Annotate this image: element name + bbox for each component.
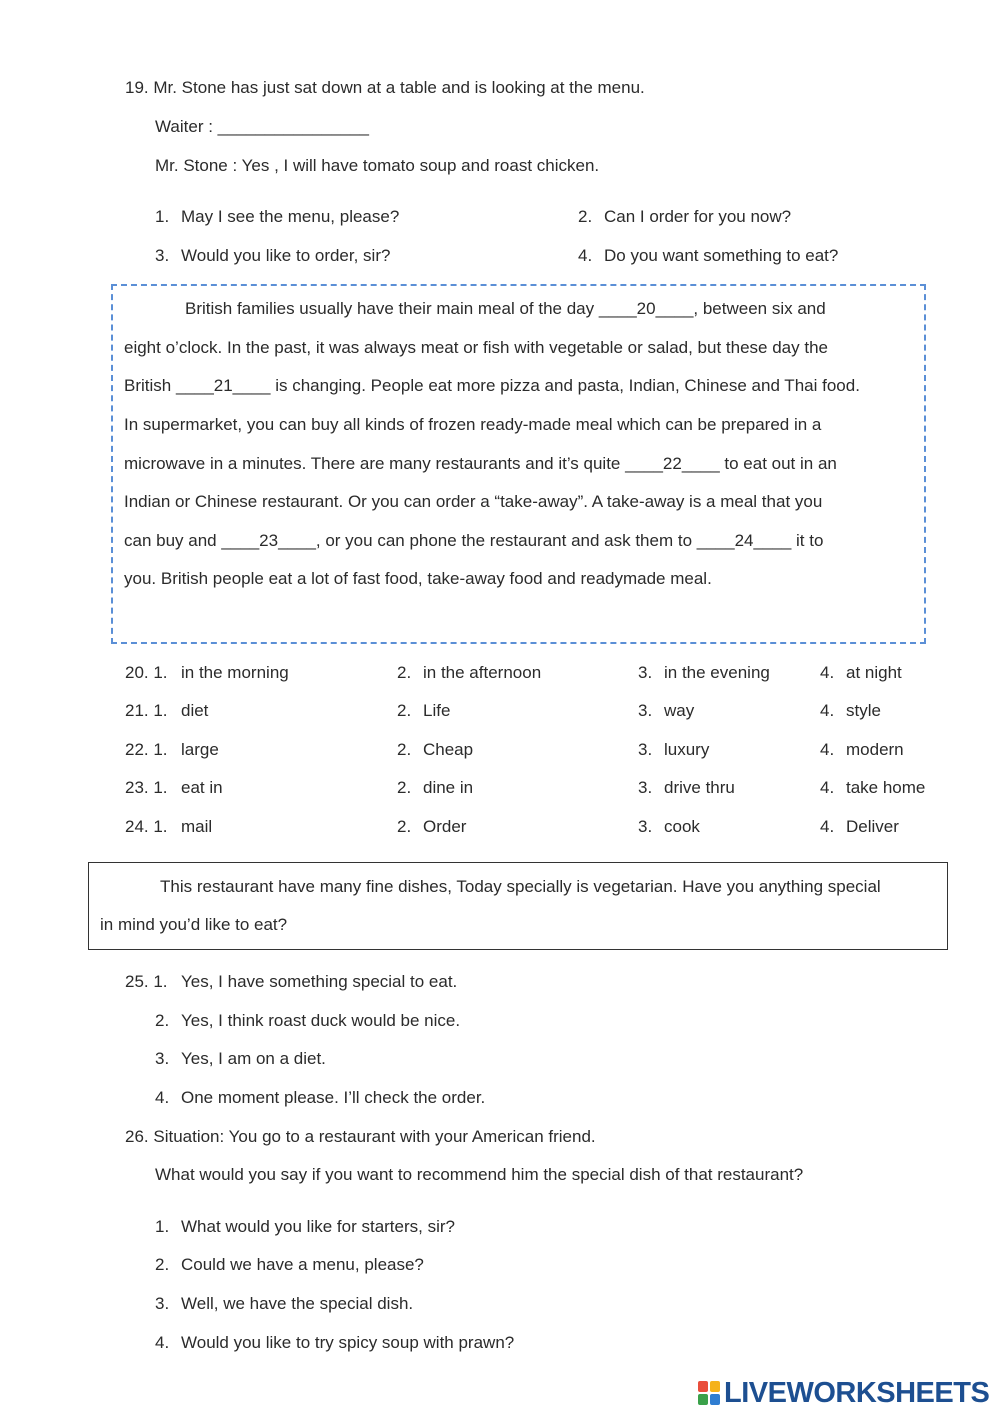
q19-option-1[interactable] (155, 206, 399, 228)
q26-question: What would you say if you want to recommend him the special dish of that restaurant? (155, 1165, 804, 1184)
option-number: 3. (638, 740, 653, 759)
dialogue-line-2: in mind you’d like to eat? (100, 915, 288, 934)
q25-option-2[interactable] (155, 1010, 460, 1032)
option-text: Yes, I think roast duck would be nice. (181, 1011, 461, 1030)
option-label: 23. 1. (125, 778, 168, 797)
option-number: 2. (397, 663, 412, 682)
option-number: 3. (638, 663, 653, 682)
passage-line-8: you. British people eat a lot of fast food, take-away food and readymade meal. (124, 569, 712, 588)
option-text: Would you like to order, sir? (181, 246, 391, 265)
option-text: luxury (664, 740, 710, 759)
option-text: way (664, 701, 695, 720)
q26-option-1[interactable] (155, 1216, 455, 1238)
option-number: 3. (155, 1049, 170, 1068)
cloze-24-option-2[interactable] (397, 816, 466, 838)
option-label: 20. 1. (125, 663, 168, 682)
passage-line-5: microwave in a minutes. There are many restaurants and it’s quite ____22____ to eat out in an (124, 454, 837, 473)
q25-option-1[interactable] (125, 971, 457, 993)
option-label: 25. 1. (125, 972, 168, 991)
option-number: 4. (155, 1333, 170, 1352)
cloze-23-option-4[interactable] (820, 777, 925, 799)
q19-option-3[interactable] (155, 245, 390, 267)
cloze-24-option-3[interactable] (638, 816, 700, 838)
option-number: 1. (155, 207, 170, 226)
option-number: 2. (397, 817, 412, 836)
q19-stem: 19. Mr. Stone has just sat down at a table and is looking at the menu. (125, 78, 645, 97)
option-number: 4. (578, 246, 593, 265)
q26-stem: 26. Situation: You go to a restaurant with your American friend. (125, 1127, 596, 1146)
cloze-20-option-2[interactable] (397, 662, 541, 684)
option-number: 1. (155, 1217, 170, 1236)
q19-option-2[interactable] (578, 206, 791, 228)
q19-waiter-line: Waiter : ________________ (155, 117, 369, 136)
option-number: 3. (638, 701, 653, 720)
option-text: mail (181, 817, 213, 836)
dialogue-line-1: This restaurant have many fine dishes, Today specially is vegetarian. Have you anything special (160, 877, 881, 896)
passage-line-3: British ____21____ is changing. People eat more pizza and pasta, Indian, Chinese and Thai food. (124, 376, 860, 395)
option-label: 21. 1. (125, 701, 168, 720)
option-number: 2. (397, 740, 412, 759)
option-text: in the afternoon (423, 663, 542, 682)
q26-option-4[interactable] (155, 1332, 514, 1354)
option-number: 4. (820, 778, 835, 797)
option-number: 2. (397, 778, 412, 797)
q19-stone-line: Mr. Stone : Yes , I will have tomato soup and roast chicken. (155, 156, 600, 175)
option-text: Life (423, 701, 451, 720)
cloze-21-option-3[interactable] (638, 700, 694, 722)
cloze-22-option-4[interactable] (820, 739, 904, 761)
logo-text: LIVEWORKSHEETS (724, 1376, 990, 1409)
cloze-23-option-1[interactable] (125, 777, 223, 799)
option-text: What would you like for starters, sir? (181, 1217, 455, 1236)
q26-option-3[interactable] (155, 1293, 413, 1315)
cloze-24-option-1[interactable] (125, 816, 212, 838)
q26-option-2[interactable] (155, 1254, 424, 1276)
option-text: modern (846, 740, 904, 759)
passage-line-4: In supermarket, you can buy all kinds of frozen ready-made meal which can be prepared in a (124, 415, 822, 434)
option-text: in the evening (664, 663, 770, 682)
option-number: 2. (578, 207, 593, 226)
option-text: Could we have a menu, please? (181, 1255, 424, 1274)
cloze-21-option-4[interactable] (820, 700, 881, 722)
option-number: 4. (155, 1088, 170, 1107)
option-number: 3. (155, 246, 170, 265)
cloze-24-option-4[interactable] (820, 816, 899, 838)
option-number: 3. (638, 817, 653, 836)
option-text: Yes, I am on a diet. (181, 1049, 326, 1068)
option-label: 22. 1. (125, 740, 168, 759)
option-text: style (846, 701, 881, 720)
option-number: 4. (820, 701, 835, 720)
passage-line-7: can buy and ____23____, or you can phone the restaurant and ask them to ____24____ it to (124, 531, 824, 550)
option-text: eat in (181, 778, 223, 797)
liveworksheets-logo-icon (698, 1380, 722, 1406)
option-text: May I see the menu, please? (181, 207, 400, 226)
option-text: at night (846, 663, 902, 682)
option-text: Deliver (846, 817, 899, 836)
cloze-22-option-2[interactable] (397, 739, 473, 761)
q25-option-3[interactable] (155, 1048, 326, 1070)
option-number: 4. (820, 817, 835, 836)
option-text: drive thru (664, 778, 735, 797)
cloze-23-option-3[interactable] (638, 777, 735, 799)
option-text: dine in (423, 778, 474, 797)
option-text: in the morning (181, 663, 289, 682)
passage-line-6: Indian or Chinese restaurant. Or you can order a “take-away”. A take-away is a meal that you (124, 492, 823, 511)
liveworksheets-logo[interactable] (698, 1378, 989, 1408)
cloze-20-option-3[interactable] (638, 662, 770, 684)
option-text: Well, we have the special dish. (181, 1294, 414, 1313)
option-text: large (181, 740, 219, 759)
option-number: 3. (155, 1294, 170, 1313)
option-text: diet (181, 701, 209, 720)
option-text: Can I order for you now? (604, 207, 792, 226)
cloze-22-option-1[interactable] (125, 739, 219, 761)
option-number: 2. (397, 701, 412, 720)
option-label: 24. 1. (125, 817, 168, 836)
q19-option-4[interactable] (578, 245, 838, 267)
option-text: Order (423, 817, 467, 836)
passage-line-1: British families usually have their main meal of the day ____20____, between six and (185, 299, 826, 318)
option-text: cook (664, 817, 700, 836)
cloze-20-option-4[interactable] (820, 662, 902, 684)
cloze-20-option-1[interactable] (125, 662, 289, 684)
q25-option-4[interactable] (155, 1087, 485, 1109)
option-text: Do you want something to eat? (604, 246, 839, 265)
option-number: 3. (638, 778, 653, 797)
cloze-21-option-2[interactable] (397, 700, 450, 722)
cloze-21-option-1[interactable] (125, 700, 208, 722)
cloze-22-option-3[interactable] (638, 739, 709, 761)
passage-line-2: eight o’clock. In the past, it was always meat or fish with vegetable or salad, but these day the (124, 338, 828, 357)
cloze-23-option-2[interactable] (397, 777, 473, 799)
option-text: take home (846, 778, 926, 797)
option-number: 4. (820, 663, 835, 682)
option-number: 2. (155, 1011, 170, 1030)
option-text: One moment please. I’ll check the order. (181, 1088, 486, 1107)
option-number: 2. (155, 1255, 170, 1274)
option-text: Would you like to try spicy soup with prawn? (181, 1333, 515, 1352)
option-text: Cheap (423, 740, 474, 759)
option-number: 4. (820, 740, 835, 759)
option-text: Yes, I have something special to eat. (181, 972, 458, 991)
